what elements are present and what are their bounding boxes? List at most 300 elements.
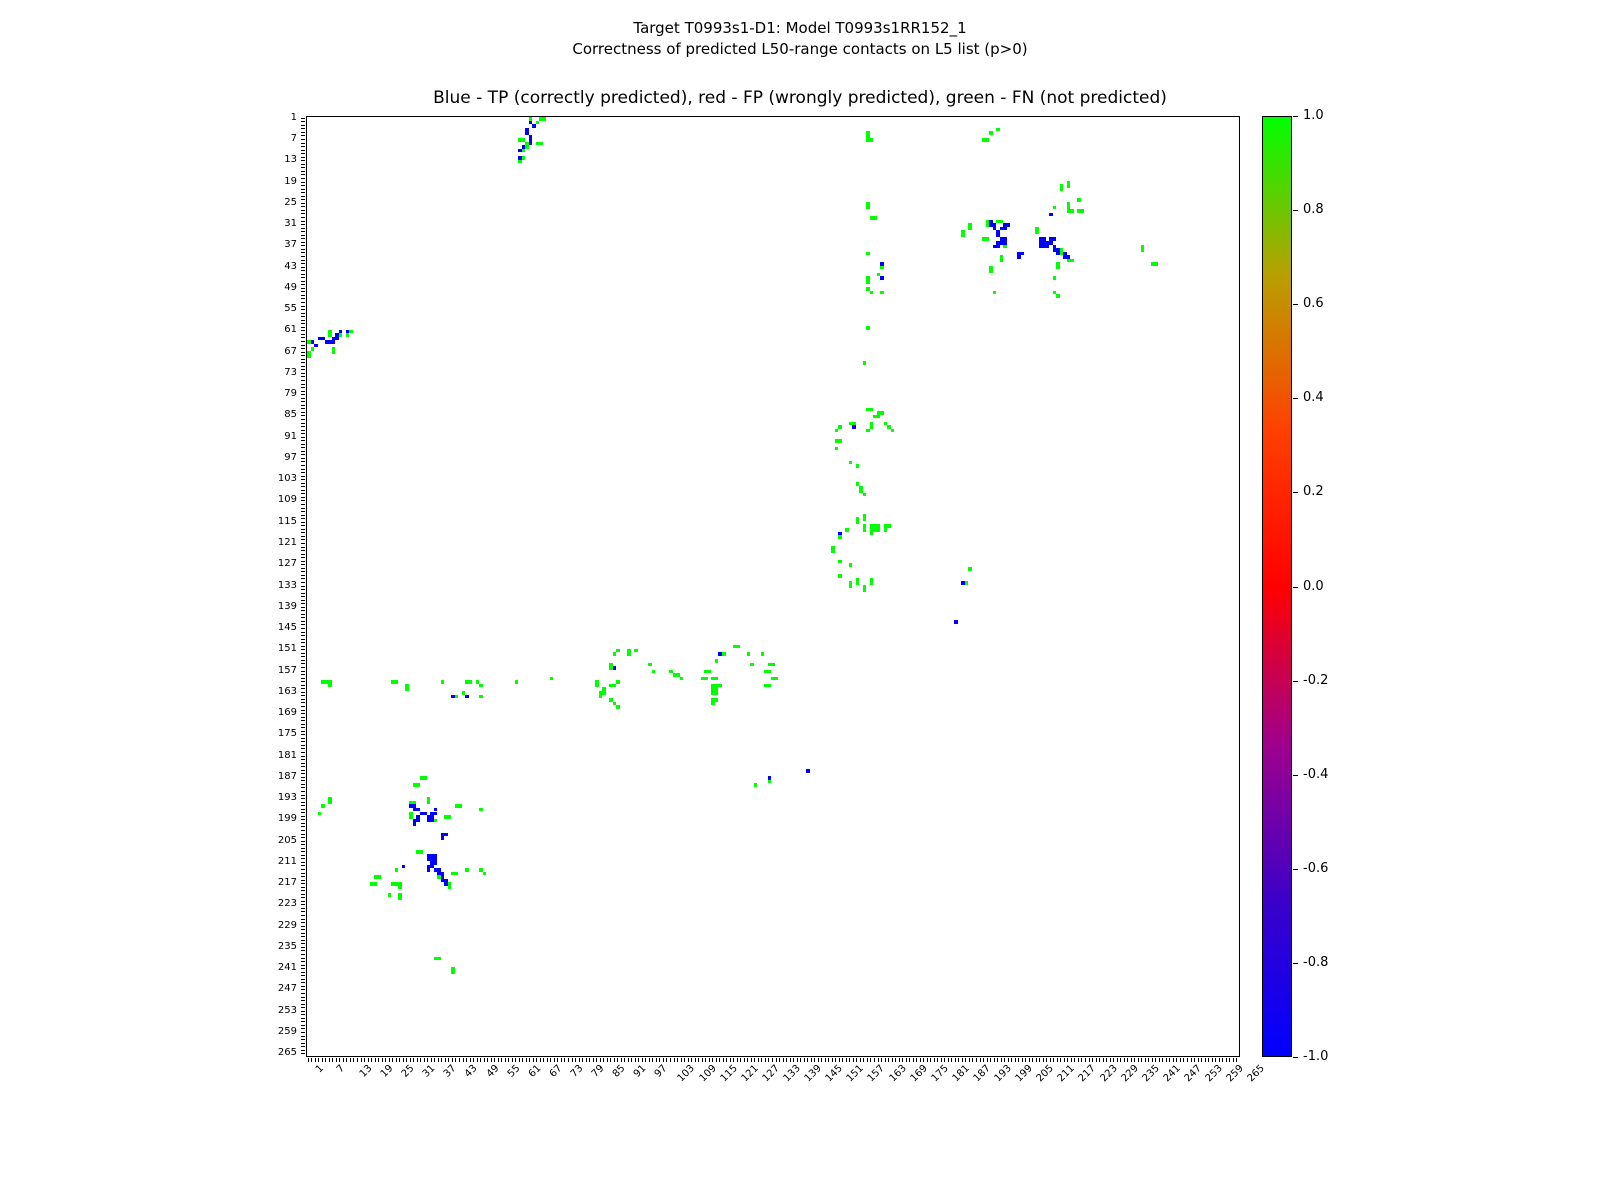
x-axis-tick <box>1096 1058 1097 1062</box>
x-axis-tick <box>695 1058 696 1062</box>
x-axis-tick <box>361 1058 362 1062</box>
y-axis-tick <box>301 727 305 728</box>
y-axis-tick <box>301 447 305 448</box>
y-axis-tick <box>301 451 305 452</box>
x-axis-tick <box>554 1058 555 1062</box>
y-axis-label: 79 <box>284 388 297 400</box>
y-axis-tick <box>301 1011 305 1012</box>
heatmap-cell <box>479 695 483 699</box>
y-axis-tick <box>301 196 305 197</box>
x-axis-label: 247 <box>1182 1063 1204 1085</box>
y-axis-tick <box>301 635 305 636</box>
y-axis-tick <box>301 586 305 587</box>
heatmap-cell <box>887 524 891 528</box>
heatmap-cell <box>613 652 617 656</box>
x-axis-tick <box>1008 1058 1009 1062</box>
heatmap-cell <box>529 142 533 146</box>
y-axis-label: 181 <box>277 749 297 761</box>
colorbar-tick <box>1293 775 1298 776</box>
heatmap-cell <box>711 702 715 706</box>
x-axis-tick <box>1089 1058 1090 1062</box>
x-axis-tick <box>635 1058 636 1062</box>
x-axis-tick <box>733 1058 734 1062</box>
colorbar-tick <box>1293 304 1298 305</box>
y-axis-tick <box>301 522 305 523</box>
x-axis-tick <box>885 1058 886 1062</box>
x-axis-label: 25 <box>399 1063 417 1080</box>
x-axis-tick <box>403 1058 404 1062</box>
heatmap-cell <box>413 822 417 826</box>
x-axis-tick <box>821 1058 822 1062</box>
heatmap-cell <box>996 245 1000 249</box>
x-axis-tick <box>674 1058 675 1062</box>
y-axis-tick <box>301 408 305 409</box>
y-axis-tick <box>301 465 305 466</box>
x-axis-tick <box>1219 1058 1220 1062</box>
x-axis-label: 13 <box>357 1063 375 1080</box>
heatmap-cell <box>1049 213 1053 217</box>
y-axis-tick <box>301 589 305 590</box>
y-axis-tick <box>301 476 305 477</box>
x-axis-label: 265 <box>1245 1063 1268 1085</box>
x-axis-tick <box>765 1058 766 1062</box>
y-axis-tick <box>301 724 305 725</box>
heatmap-cell <box>1017 255 1021 259</box>
heatmap-cell <box>1046 245 1050 249</box>
x-axis-label: 199 <box>1013 1063 1035 1085</box>
x-axis-tick <box>1029 1058 1030 1062</box>
y-axis-tick <box>301 795 305 796</box>
colorbar-tick <box>1293 1057 1298 1058</box>
x-axis-tick <box>846 1058 847 1062</box>
x-axis-tick <box>371 1058 372 1062</box>
y-axis-tick <box>301 571 305 572</box>
y-axis-tick <box>301 922 305 923</box>
heatmap-cell <box>515 680 519 684</box>
y-axis-tick <box>301 798 305 799</box>
y-axis-label: 253 <box>277 1004 297 1016</box>
x-axis-label: 229 <box>1119 1063 1141 1085</box>
x-axis-label: 175 <box>929 1063 951 1085</box>
y-axis-label: 103 <box>277 473 297 485</box>
x-axis-tick <box>923 1058 924 1062</box>
heatmap-cell <box>968 567 972 571</box>
heatmap-cells <box>307 117 1239 1056</box>
y-axis-tick <box>301 660 305 661</box>
x-axis-label: 241 <box>1161 1063 1183 1085</box>
heatmap-cell <box>539 142 543 146</box>
y-axis-tick <box>301 210 305 211</box>
x-axis-tick <box>417 1058 418 1062</box>
x-axis-tick <box>1032 1058 1033 1062</box>
x-axis-tick <box>1127 1058 1128 1062</box>
colorbar-tick-label: 0.2 <box>1303 484 1324 500</box>
heatmap-cell <box>722 652 726 656</box>
x-axis-tick <box>698 1058 699 1062</box>
heatmap-cell <box>838 535 842 539</box>
y-axis-tick <box>301 632 305 633</box>
y-axis-tick <box>301 118 305 119</box>
heatmap-cell <box>430 865 434 869</box>
colorbar-tick-label: 1.0 <box>1303 108 1324 123</box>
heatmap-cell <box>448 815 452 819</box>
x-axis-tick <box>434 1058 435 1062</box>
x-axis-tick <box>378 1058 379 1062</box>
heatmap-cell <box>849 461 853 465</box>
heatmap-cell <box>831 549 835 553</box>
heatmap-cell <box>536 121 540 125</box>
x-axis-label: 103 <box>676 1063 698 1085</box>
x-axis-tick <box>396 1058 397 1062</box>
y-axis-tick <box>301 260 305 261</box>
x-axis-tick <box>332 1058 333 1062</box>
y-axis-label: 163 <box>277 685 297 697</box>
y-axis-tick <box>301 759 305 760</box>
x-axis-label: 91 <box>632 1063 649 1080</box>
x-axis-label: 211 <box>1055 1063 1078 1085</box>
x-axis-tick <box>670 1058 671 1062</box>
x-axis-label: 7 <box>334 1063 348 1076</box>
x-axis-tick <box>677 1058 678 1062</box>
x-axis-tick <box>920 1058 921 1062</box>
x-axis-tick <box>818 1058 819 1062</box>
heatmap-cell <box>856 521 860 525</box>
y-axis-tick <box>301 1014 305 1015</box>
heatmap-cell <box>880 276 884 280</box>
x-axis-tick <box>431 1058 432 1062</box>
x-axis-tick <box>1099 1058 1100 1062</box>
x-axis-tick <box>835 1058 836 1062</box>
y-axis-label: 67 <box>284 345 297 357</box>
x-axis-label: 187 <box>971 1063 993 1085</box>
x-axis-tick <box>814 1058 815 1062</box>
y-axis-tick <box>301 500 305 501</box>
x-axis-tick <box>726 1058 727 1062</box>
x-axis-tick <box>561 1058 562 1062</box>
heatmap-cell <box>377 875 381 879</box>
x-axis-tick <box>716 1058 717 1062</box>
heatmap-cell <box>634 649 638 653</box>
y-axis-tick <box>301 1053 305 1054</box>
x-axis-tick <box>624 1058 625 1062</box>
heatmap-cell <box>1060 188 1064 192</box>
x-axis-label: 139 <box>802 1063 824 1085</box>
x-axis-tick <box>508 1058 509 1062</box>
x-axis-tick <box>382 1058 383 1062</box>
y-axis-label: 61 <box>284 324 297 336</box>
x-axis-tick <box>719 1058 720 1062</box>
y-axis-tick <box>301 667 305 668</box>
y-axis-tick <box>301 281 305 282</box>
y-axis-tick <box>301 926 305 927</box>
x-axis-tick <box>1064 1058 1065 1062</box>
x-axis-tick <box>899 1058 900 1062</box>
y-axis-tick <box>301 695 305 696</box>
y-axis-tick <box>301 412 305 413</box>
x-axis-tick <box>666 1058 667 1062</box>
colorbar-tick-label: -0.8 <box>1303 954 1329 970</box>
x-axis-tick <box>487 1058 488 1062</box>
x-axis-tick <box>997 1058 998 1062</box>
x-axis-tick <box>452 1058 453 1062</box>
x-axis-tick <box>712 1058 713 1062</box>
x-axis-tick <box>1050 1058 1051 1062</box>
heatmap-cell <box>754 783 758 787</box>
x-axis-tick <box>399 1058 400 1062</box>
x-axis-tick <box>1155 1058 1156 1062</box>
x-axis-tick <box>902 1058 903 1062</box>
heatmap-cell <box>1003 245 1007 249</box>
heatmap-cell <box>532 124 536 128</box>
y-axis-label: 97 <box>284 451 297 463</box>
colorbar-tick <box>1293 116 1298 117</box>
x-axis-tick <box>424 1058 425 1062</box>
x-axis-tick <box>459 1058 460 1062</box>
heatmap-cell <box>613 684 617 688</box>
x-axis-label: 43 <box>463 1063 480 1080</box>
y-axis-tick <box>301 607 305 608</box>
x-axis-tick <box>1015 1058 1016 1062</box>
x-axis-tick <box>579 1058 580 1062</box>
heatmap-cell <box>806 769 810 773</box>
y-axis-tick <box>301 366 305 367</box>
x-axis-tick <box>596 1058 597 1062</box>
x-axis-tick <box>1183 1058 1184 1062</box>
y-axis-tick <box>301 883 305 884</box>
heatmap-cell <box>838 439 842 443</box>
x-axis-tick <box>638 1058 639 1062</box>
y-axis-tick <box>301 954 305 955</box>
x-axis-tick <box>484 1058 485 1062</box>
y-axis-tick <box>301 433 305 434</box>
x-axis-tick <box>1208 1058 1209 1062</box>
heatmap-cell <box>1003 227 1007 231</box>
heatmap-cell <box>1070 259 1074 263</box>
heatmap-cell <box>866 280 870 284</box>
heatmap-cell <box>616 680 620 684</box>
colorbar-tick <box>1293 210 1298 211</box>
x-axis-tick <box>832 1058 833 1062</box>
heatmap-cell <box>529 138 533 142</box>
y-axis-tick <box>301 164 305 165</box>
x-axis-tick <box>779 1058 780 1062</box>
heatmap-cell <box>1007 223 1011 227</box>
x-axis-label: 127 <box>760 1063 782 1085</box>
y-axis-tick <box>301 157 305 158</box>
y-axis-tick <box>301 702 305 703</box>
heatmap-cell <box>1053 206 1057 210</box>
y-axis-label: 151 <box>277 643 297 655</box>
heatmap-cell <box>863 361 867 365</box>
x-axis-tick <box>575 1058 576 1062</box>
colorbar-tick <box>1293 963 1298 964</box>
x-axis-tick <box>368 1058 369 1062</box>
heatmap-cell <box>328 801 332 805</box>
x-axis-tick <box>786 1058 787 1062</box>
y-axis-tick <box>301 968 305 969</box>
x-axis-tick <box>1053 1058 1054 1062</box>
x-axis-tick <box>582 1058 583 1062</box>
x-axis-label: 55 <box>505 1063 523 1080</box>
x-axis-tick <box>688 1058 689 1062</box>
y-axis-tick <box>301 876 305 877</box>
heatmap-cell <box>870 532 874 536</box>
y-axis-tick <box>301 125 305 126</box>
y-axis-tick <box>301 993 305 994</box>
y-axis-tick <box>301 809 305 810</box>
x-axis-tick <box>1194 1058 1195 1062</box>
y-axis-tick <box>301 915 305 916</box>
colorbar-tick-label: 0.0 <box>1303 578 1324 594</box>
x-axis-label: 217 <box>1077 1063 1099 1085</box>
x-axis-tick <box>315 1058 316 1062</box>
x-axis-tick <box>962 1058 963 1062</box>
heatmap-cell <box>863 588 867 592</box>
x-axis-tick <box>842 1058 843 1062</box>
y-axis-tick <box>301 139 305 140</box>
y-axis-tick <box>301 274 305 275</box>
heatmap-cell <box>715 698 719 702</box>
y-axis-tick <box>301 515 305 516</box>
y-axis-label: 1 <box>290 111 297 123</box>
y-axis-tick <box>301 192 305 193</box>
heatmap-cell <box>465 868 469 872</box>
heatmap-cell <box>845 528 849 532</box>
x-axis-tick <box>572 1058 573 1062</box>
y-axis-tick <box>301 426 305 427</box>
heatmap-cell <box>441 836 445 840</box>
y-axis-tick <box>301 734 305 735</box>
heatmap-cell <box>968 227 972 231</box>
heatmap-cell <box>704 677 708 681</box>
y-axis-label: 25 <box>284 196 297 208</box>
heatmap-cell <box>522 156 526 160</box>
heatmap-cell <box>989 269 993 273</box>
x-axis-tick <box>913 1058 914 1062</box>
y-axis-tick <box>301 1039 305 1040</box>
x-axis-tick <box>1057 1058 1058 1062</box>
y-axis-tick <box>301 816 305 817</box>
y-axis-tick <box>301 309 305 310</box>
x-axis-tick <box>881 1058 882 1062</box>
colorbar-tick-label: 0.4 <box>1303 390 1324 406</box>
x-axis-tick <box>586 1058 587 1062</box>
x-axis-tick <box>1092 1058 1093 1062</box>
x-axis-tick <box>839 1058 840 1062</box>
x-axis-tick <box>427 1058 428 1062</box>
y-axis-tick <box>301 699 305 700</box>
heatmap-cell <box>880 266 884 270</box>
x-axis-tick <box>441 1058 442 1062</box>
y-axis-tick <box>301 461 305 462</box>
y-axis-tick <box>301 639 305 640</box>
x-axis-tick <box>455 1058 456 1062</box>
heatmap-cell <box>1056 266 1060 270</box>
x-axis-tick <box>892 1058 893 1062</box>
x-axis-tick <box>385 1058 386 1062</box>
x-axis-tick <box>420 1058 421 1062</box>
x-axis-tick <box>1113 1058 1114 1062</box>
x-axis-tick <box>737 1058 738 1062</box>
y-axis-tick <box>301 568 305 569</box>
colorbar-tick-label: 0.6 <box>1303 296 1324 312</box>
heatmap-cell <box>838 560 842 564</box>
y-axis-tick <box>301 1000 305 1001</box>
y-axis-label: 175 <box>277 728 297 740</box>
heatmap-cell <box>965 581 969 585</box>
x-axis-tick <box>610 1058 611 1062</box>
x-axis-tick <box>1106 1058 1107 1062</box>
heatmap-cell <box>866 429 870 433</box>
heatmap-cell <box>395 680 399 684</box>
heatmap-cell <box>989 131 993 135</box>
x-axis-tick <box>965 1058 966 1062</box>
y-axis-tick <box>301 603 305 604</box>
x-axis-tick <box>1233 1058 1234 1062</box>
y-axis-tick <box>301 298 305 299</box>
y-axis-label: 169 <box>277 707 297 719</box>
heatmap-cell <box>616 649 620 653</box>
x-axis-tick <box>438 1058 439 1062</box>
y-axis-label: 229 <box>277 919 297 931</box>
y-axis-tick <box>301 766 305 767</box>
heatmap-cell <box>856 581 860 585</box>
x-axis-tick <box>1159 1058 1160 1062</box>
x-axis-tick <box>691 1058 692 1062</box>
y-axis-label: 211 <box>277 855 297 867</box>
x-axis-tick <box>614 1058 615 1062</box>
x-axis-tick <box>406 1058 407 1062</box>
x-axis-tick <box>747 1058 748 1062</box>
x-axis-tick <box>1071 1058 1072 1062</box>
y-axis-tick <box>301 837 305 838</box>
x-axis-tick <box>863 1058 864 1062</box>
heatmap-cell <box>434 812 438 816</box>
y-axis-tick <box>301 1050 305 1051</box>
y-axis-tick <box>301 419 305 420</box>
y-axis-label: 265 <box>277 1047 297 1059</box>
x-axis-tick <box>448 1058 449 1062</box>
x-axis-tick <box>1236 1058 1237 1062</box>
heatmap-cell <box>522 149 526 153</box>
y-axis-tick <box>301 663 305 664</box>
contact-map-plot[interactable] <box>306 116 1240 1057</box>
x-axis-tick <box>1198 1058 1199 1062</box>
heatmap-cell <box>996 128 1000 132</box>
chart-title <box>0 18 1600 60</box>
heatmap-cell <box>863 517 867 521</box>
y-axis-tick <box>301 525 305 526</box>
y-axis-tick <box>301 812 305 813</box>
heatmap-cell <box>388 893 392 897</box>
heatmap-cell <box>866 252 870 256</box>
y-axis-tick <box>301 901 305 902</box>
y-axis-tick <box>301 415 305 416</box>
x-axis-tick <box>1036 1058 1037 1062</box>
y-axis-tick <box>301 940 305 941</box>
y-axis-tick <box>301 284 305 285</box>
heatmap-cell <box>613 666 617 670</box>
x-axis-tick <box>501 1058 502 1062</box>
y-axis-tick <box>301 802 305 803</box>
x-axis-label: 145 <box>823 1063 846 1085</box>
y-axis-label: 133 <box>277 579 297 591</box>
y-axis-tick <box>301 330 305 331</box>
y-axis-tick <box>301 121 305 122</box>
y-axis-tick <box>301 263 305 264</box>
y-axis-tick <box>301 547 305 548</box>
x-axis-tick <box>1152 1058 1153 1062</box>
